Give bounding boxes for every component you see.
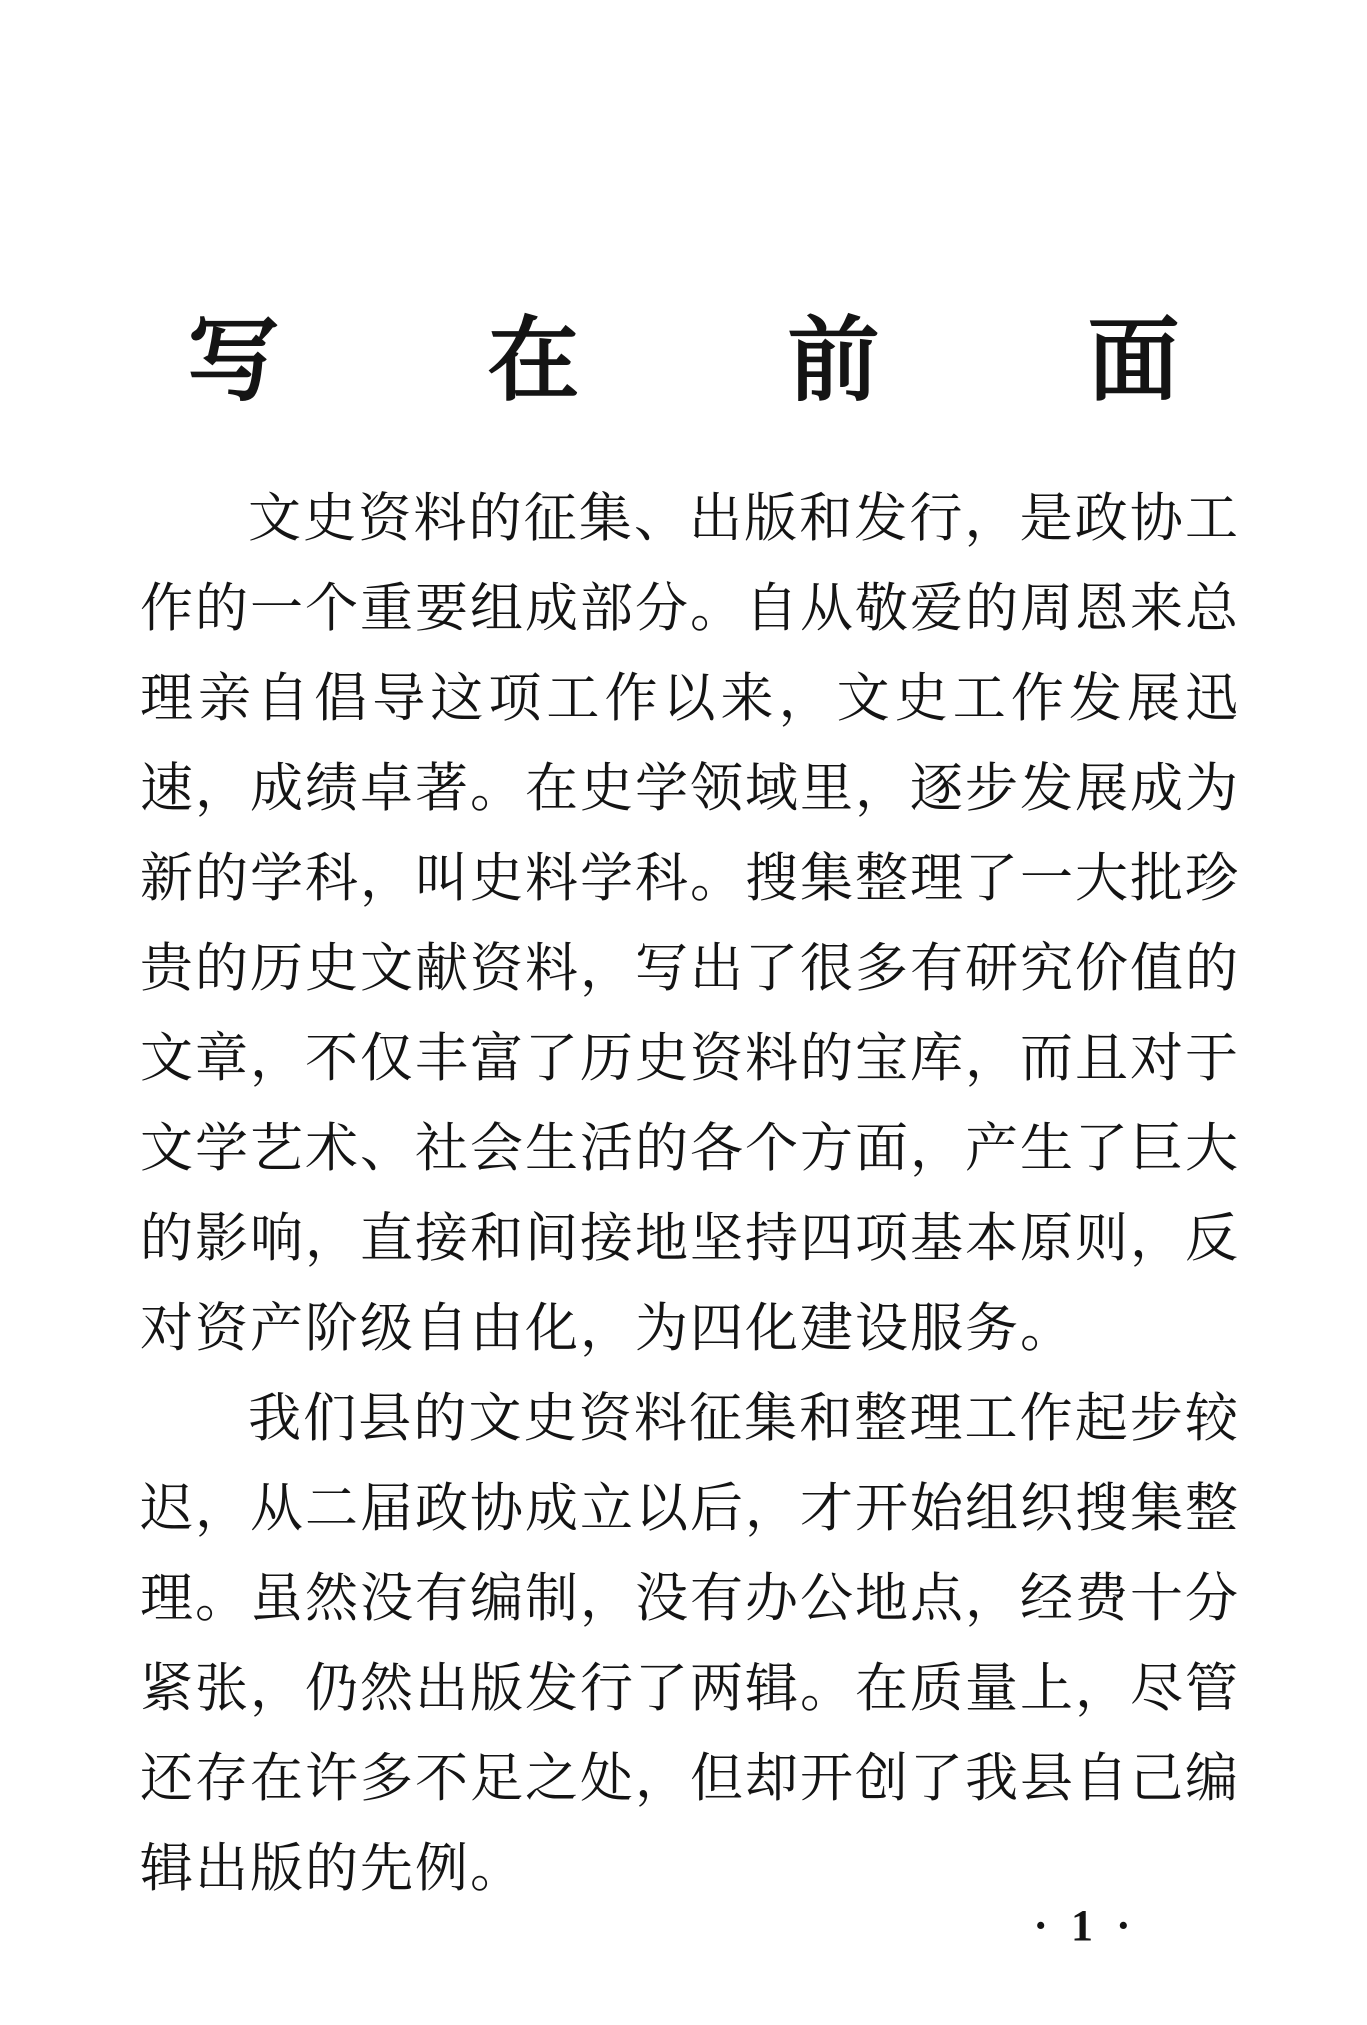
paragraph-2: 我们县的文史资料征集和整理工作起步较迟，从二届政协成立以后，才开始组织搜集整理。虽然没有编制，没有办公地点，经费十分紧张，仍然出版发行了两辑。在质量上，尽管还存在许多不足之处，但却开创了我县自己编辑出版的先例。: [140, 1388, 1240, 1899]
body-text: [140, 474, 1240, 1914]
paragraph-1: 文史资料的征集、出版和发行，是政协工作的一个重要组成部分。自从敬爱的周恩来总理亲自倡导这项工作以来，文史工作发展迅速，成绩卓著。在史学领域里，逐步发展成为新的学科，叫史料学科。搜集整理了一大批珍贵的历史文献资料，写出了很多有研究价值的文章，不仅丰富了历史资料的宝库，而且对于文学艺术、社会生活的各个方面，产生了巨大的影响，直接和间接地坚持四项基本原则，反对资产阶级自由化，为四化建设服务。: [140, 488, 1240, 1359]
page-number: · 1 ·: [1033, 1901, 1137, 1950]
page-title: 写 在 前 面: [187, 306, 1268, 414]
